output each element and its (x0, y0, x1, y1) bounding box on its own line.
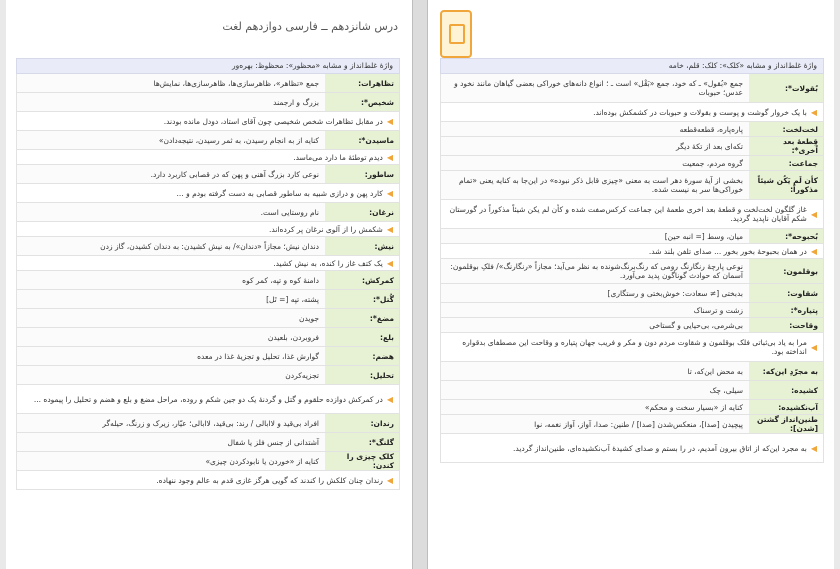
vocab-term: وقاحت: (749, 318, 823, 332)
example-sentence (16, 112, 400, 131)
example-sentence (16, 385, 400, 414)
example-sentence (440, 103, 824, 122)
vocab-row (16, 237, 400, 256)
vocab-definition: بزرگ و ارجمند (273, 97, 319, 107)
vocab-term: پتیاره*: (749, 303, 823, 317)
vocab-row (16, 366, 400, 385)
vocab-row (440, 303, 824, 318)
vocab-definition: کنایه از «خوردن یا نابودکردن چیزی» (205, 456, 319, 466)
triangle-pointer-icon: ◀ (810, 342, 817, 352)
vocab-row (440, 259, 824, 284)
vocab-definition: سیلی، چک (709, 385, 743, 395)
vocab-term: رندان: (325, 414, 399, 432)
book-logo-icon (440, 10, 472, 58)
vocab-row (440, 137, 824, 156)
example-sentence (440, 333, 824, 362)
example-text: یک کتف غاز را کنده، به نیش کشید. (273, 258, 383, 268)
vocab-row (440, 381, 824, 400)
vocab-term: ساطور: (325, 165, 399, 183)
vocab-term: بلع: (325, 328, 399, 346)
vocab-term: نیش: (325, 237, 399, 255)
triangle-pointer-icon: ◀ (810, 246, 817, 256)
vocab-definition: تجزیه‌کردن (285, 370, 319, 380)
vocab-row (440, 362, 824, 381)
page-gutter (412, 0, 428, 569)
vocab-definition: جمع «تظاهر»، ظاهرسازی‌ها، ظاهرسازی‌ها، نمایش‌ها (153, 78, 319, 88)
vocab-term: گُتل*: (325, 290, 399, 308)
triangle-pointer-icon: ◀ (386, 224, 393, 234)
vocab-term: آب‌نکشیده: (749, 400, 823, 414)
right-page (428, 0, 834, 569)
example-text: در کمرکش دوازده حلقوم و گتل و گردنهٔ یک دو جین شکم و روده، مراحل مضغ و بلع و هضم و تحلیل را پیموده ... (33, 394, 383, 404)
vocab-row (440, 171, 824, 200)
example-sentence (440, 200, 824, 229)
example-text: دیدم توطئهٔ ما دارد می‌ماسد. (293, 152, 383, 162)
vocab-term: نرغان: (325, 203, 399, 221)
vocabulary-table-right (440, 58, 824, 463)
example-text: مرا به یاد بی‌ثباتی فلک بوقلمون و شقاوت مردم دون و مکر و فریب جهان پتیاره و وقاحت این مصطفای بدقواره انداخته بود. (462, 338, 807, 356)
triangle-pointer-icon: ◀ (386, 475, 393, 485)
vocab-term: لخت‌لخت: (749, 122, 823, 136)
vocab-definition: جویدن (298, 313, 319, 323)
example-sentence (16, 222, 400, 237)
vocab-term: شقاوت: (749, 284, 823, 302)
vocab-definition: آشتدانی از جنس فلز یا شفال (227, 437, 319, 447)
vocab-row (440, 284, 824, 303)
page-title: درس شانزدهم ــ فارسی دوازدهم لغت (222, 20, 398, 33)
vocab-definition: افراد بی‌قید و لاابالی / رند: بی‌قید، لاابالی؛ عیّار، زیرک و زرنگ، حیله‌گر (102, 418, 319, 428)
vocab-definition: نام روستایی است. (260, 207, 319, 217)
vocab-definition: گوارش غذا، تحلیل و تجزیهٔ غذا در معده (197, 351, 319, 361)
vocab-row (16, 131, 400, 150)
vocab-row (440, 400, 824, 415)
vocab-term: هضم: (325, 347, 399, 365)
vocab-definition: جمع «بُقول» ـ که خود، جمع «بَقْل» است ـ ؛ انواع دانه‌های خوراکی بعضی گیاهان مانند نخود و عدس؛ حبوبات (454, 79, 743, 97)
triangle-pointer-icon: ◀ (810, 443, 817, 453)
vocab-definition: به محض این‌که، تا (687, 366, 743, 376)
triangle-pointer-icon: ◀ (386, 188, 393, 198)
vocab-definition: فروبردن، بلعیدن (267, 332, 319, 342)
vocab-definition: دامنهٔ کوه و تپه، کمر کوه (242, 275, 319, 285)
vocab-row (16, 347, 400, 366)
example-sentence (16, 150, 400, 165)
vocab-row (440, 122, 824, 137)
vocab-definition: بی‌شرمی، بی‌حیایی و گستاخی (649, 320, 743, 330)
vocab-definition: تکه‌ای بعد از تکهٔ دیگر (675, 141, 743, 151)
vocab-definition: کنایه از «بسیار سخت و محکم» (644, 402, 743, 412)
vocab-row (16, 203, 400, 222)
example-sentence (440, 434, 824, 463)
vocab-term: طنین‌انداز گشتن [شدن]: (749, 415, 823, 433)
vocab-definition: پشته، تپه [= تَل] (266, 294, 319, 304)
vocab-definition: پاره‌پاره، قطعه‌قطعه (679, 124, 743, 134)
vocab-row (16, 271, 400, 290)
vocab-row (440, 74, 824, 103)
vocab-row (16, 74, 400, 93)
example-text: به مجرد این‌که از اتاق بیرون آمدیم، در را بستم و صدای کشیدهٔ آب‌نکشیده‌ای، طنین‌انداز گردید. (513, 443, 807, 453)
table-header: واژهٔ غلط‌انداز و مشابه «کلک»: کلک: قلم، خامه (440, 58, 824, 74)
vocab-term: گلنگ*: (325, 433, 399, 451)
vocab-term: کشیده: (749, 381, 823, 399)
vocab-row (16, 433, 400, 452)
triangle-pointer-icon: ◀ (386, 258, 393, 268)
vocab-definition: نوعی کارد بزرگ آهنی و پهن که در قصابی کاربرد دارد. (150, 169, 319, 179)
vocab-definition: بدبختی [≠ سعادت: خوش‌بختی و رستگاری] (607, 288, 743, 298)
vocab-row (440, 156, 824, 171)
vocab-definition: کنایه از به انجام رسیدن، به ثمر رسیدن، نتیجه‌دادن» (158, 135, 319, 145)
vocab-definition: دندان نیش؛ مجازاً «دندان»/ به نیش کشیدن: به دندان کشیدن، گاز زدن (100, 241, 319, 251)
vocab-definition: پیچیدن [صدا]، منعکس‌شدن [صدا] / طنین: صدا، آواز، آواز نغمه، نوا (534, 419, 743, 429)
vocab-term: قِطعهٔ بعد اُخری*: (749, 137, 823, 155)
vocab-term: شخیص*: (325, 93, 399, 111)
vocab-term: تحلیل: (325, 366, 399, 384)
vocab-term: بوقلمون: (749, 259, 823, 283)
vocab-row (16, 452, 400, 471)
example-text: غاز گلگون لخت‌لخت و قطعهٔ بعد اخری طعمهٔ این جماعت کرکس‌صفت شده و کأن لم یکن شیئاً مذکوراً در گورستان شکم آقایان ناپدید گردید. (449, 205, 807, 223)
vocab-term: به مجرّدِ این‌که: (749, 362, 823, 380)
triangle-pointer-icon: ◀ (810, 209, 817, 219)
vocab-row (16, 165, 400, 184)
vocab-row (440, 318, 824, 333)
vocab-term: بُقولات*: (749, 74, 823, 102)
vocab-definition: گروه مردم، جمعیت (682, 158, 743, 168)
triangle-pointer-icon: ◀ (386, 152, 393, 162)
left-page (6, 0, 412, 569)
vocab-term: کمرکش: (325, 271, 399, 289)
left-divider (412, 0, 413, 569)
vocab-term: کأن لَم یَکُن شیئاً مذکوراً: (749, 171, 823, 199)
vocab-definition: نوعی پارچهٔ رنگارنگ رومی که رنگ‌برنگ‌شونده به نظر می‌آید؛ مجازاً «رنگارنگ»/ فلکِ بوقلمون: آسمان که حوادث گوناگون پدید می‌آورد. (450, 262, 743, 280)
triangle-pointer-icon: ◀ (386, 116, 393, 126)
vocabulary-table-left (16, 58, 400, 490)
vocab-definition: زشت و ترسناک (693, 305, 743, 315)
vocab-definition: بخشی از آیهٔ سورهٔ دهر است به معنی «چیزی قابل ذکر نبوده» در این‌جا به کنایه یعنی «تمام خوراکی‌ها سر به نیست شده. (459, 176, 743, 194)
vocab-definition: میان، وسط [= انبه حین] (664, 231, 743, 241)
example-sentence (16, 256, 400, 271)
vocab-row (16, 290, 400, 309)
example-text: رندان چنان کلکش را کندند که گویی هرگز غازی قدم به عالم وجود ننهاده. (156, 475, 383, 485)
vocab-row (16, 93, 400, 112)
vocab-row (440, 229, 824, 244)
example-text: کارد پهن و درازی شبیه به ساطور قصابی به دست گرفته بودم و ... (176, 188, 383, 198)
vocab-term: کلک چیزی را کندن: (325, 452, 399, 470)
vocab-row (16, 309, 400, 328)
triangle-pointer-icon: ◀ (386, 394, 393, 404)
vocab-row (16, 328, 400, 347)
table-header: واژهٔ غلط‌انداز و مشابه «محظور»: محظوظ: بهره‌ور (16, 58, 400, 74)
example-sentence (16, 471, 400, 490)
triangle-pointer-icon: ◀ (810, 107, 817, 117)
example-sentence (16, 184, 400, 203)
vocab-term: جماعت: (749, 156, 823, 170)
vocab-term: مضغ*: (325, 309, 399, 327)
example-text: با یک خروار گوشت و پوست و بقولات و حبوبات در کشمکش بوده‌اند. (593, 107, 807, 117)
example-text: در همان بحبوحهٔ بخور بخور ... صدای تلفن بلند شد. (648, 246, 807, 256)
vocab-row (16, 414, 400, 433)
example-sentence (440, 244, 824, 259)
example-text: شکمش را از آلوی نرغان پر کرده‌اند. (269, 224, 383, 234)
vocab-term: ماسیدن*: (325, 131, 399, 149)
vocab-term: تظاهرات: (325, 74, 399, 92)
vocab-term: بُحبوحه*: (749, 229, 823, 243)
vocab-row (440, 415, 824, 434)
example-text: در مقابل تظاهرات شخص شخیصی چون آقای استاد، دودل مانده بودند. (163, 116, 383, 126)
